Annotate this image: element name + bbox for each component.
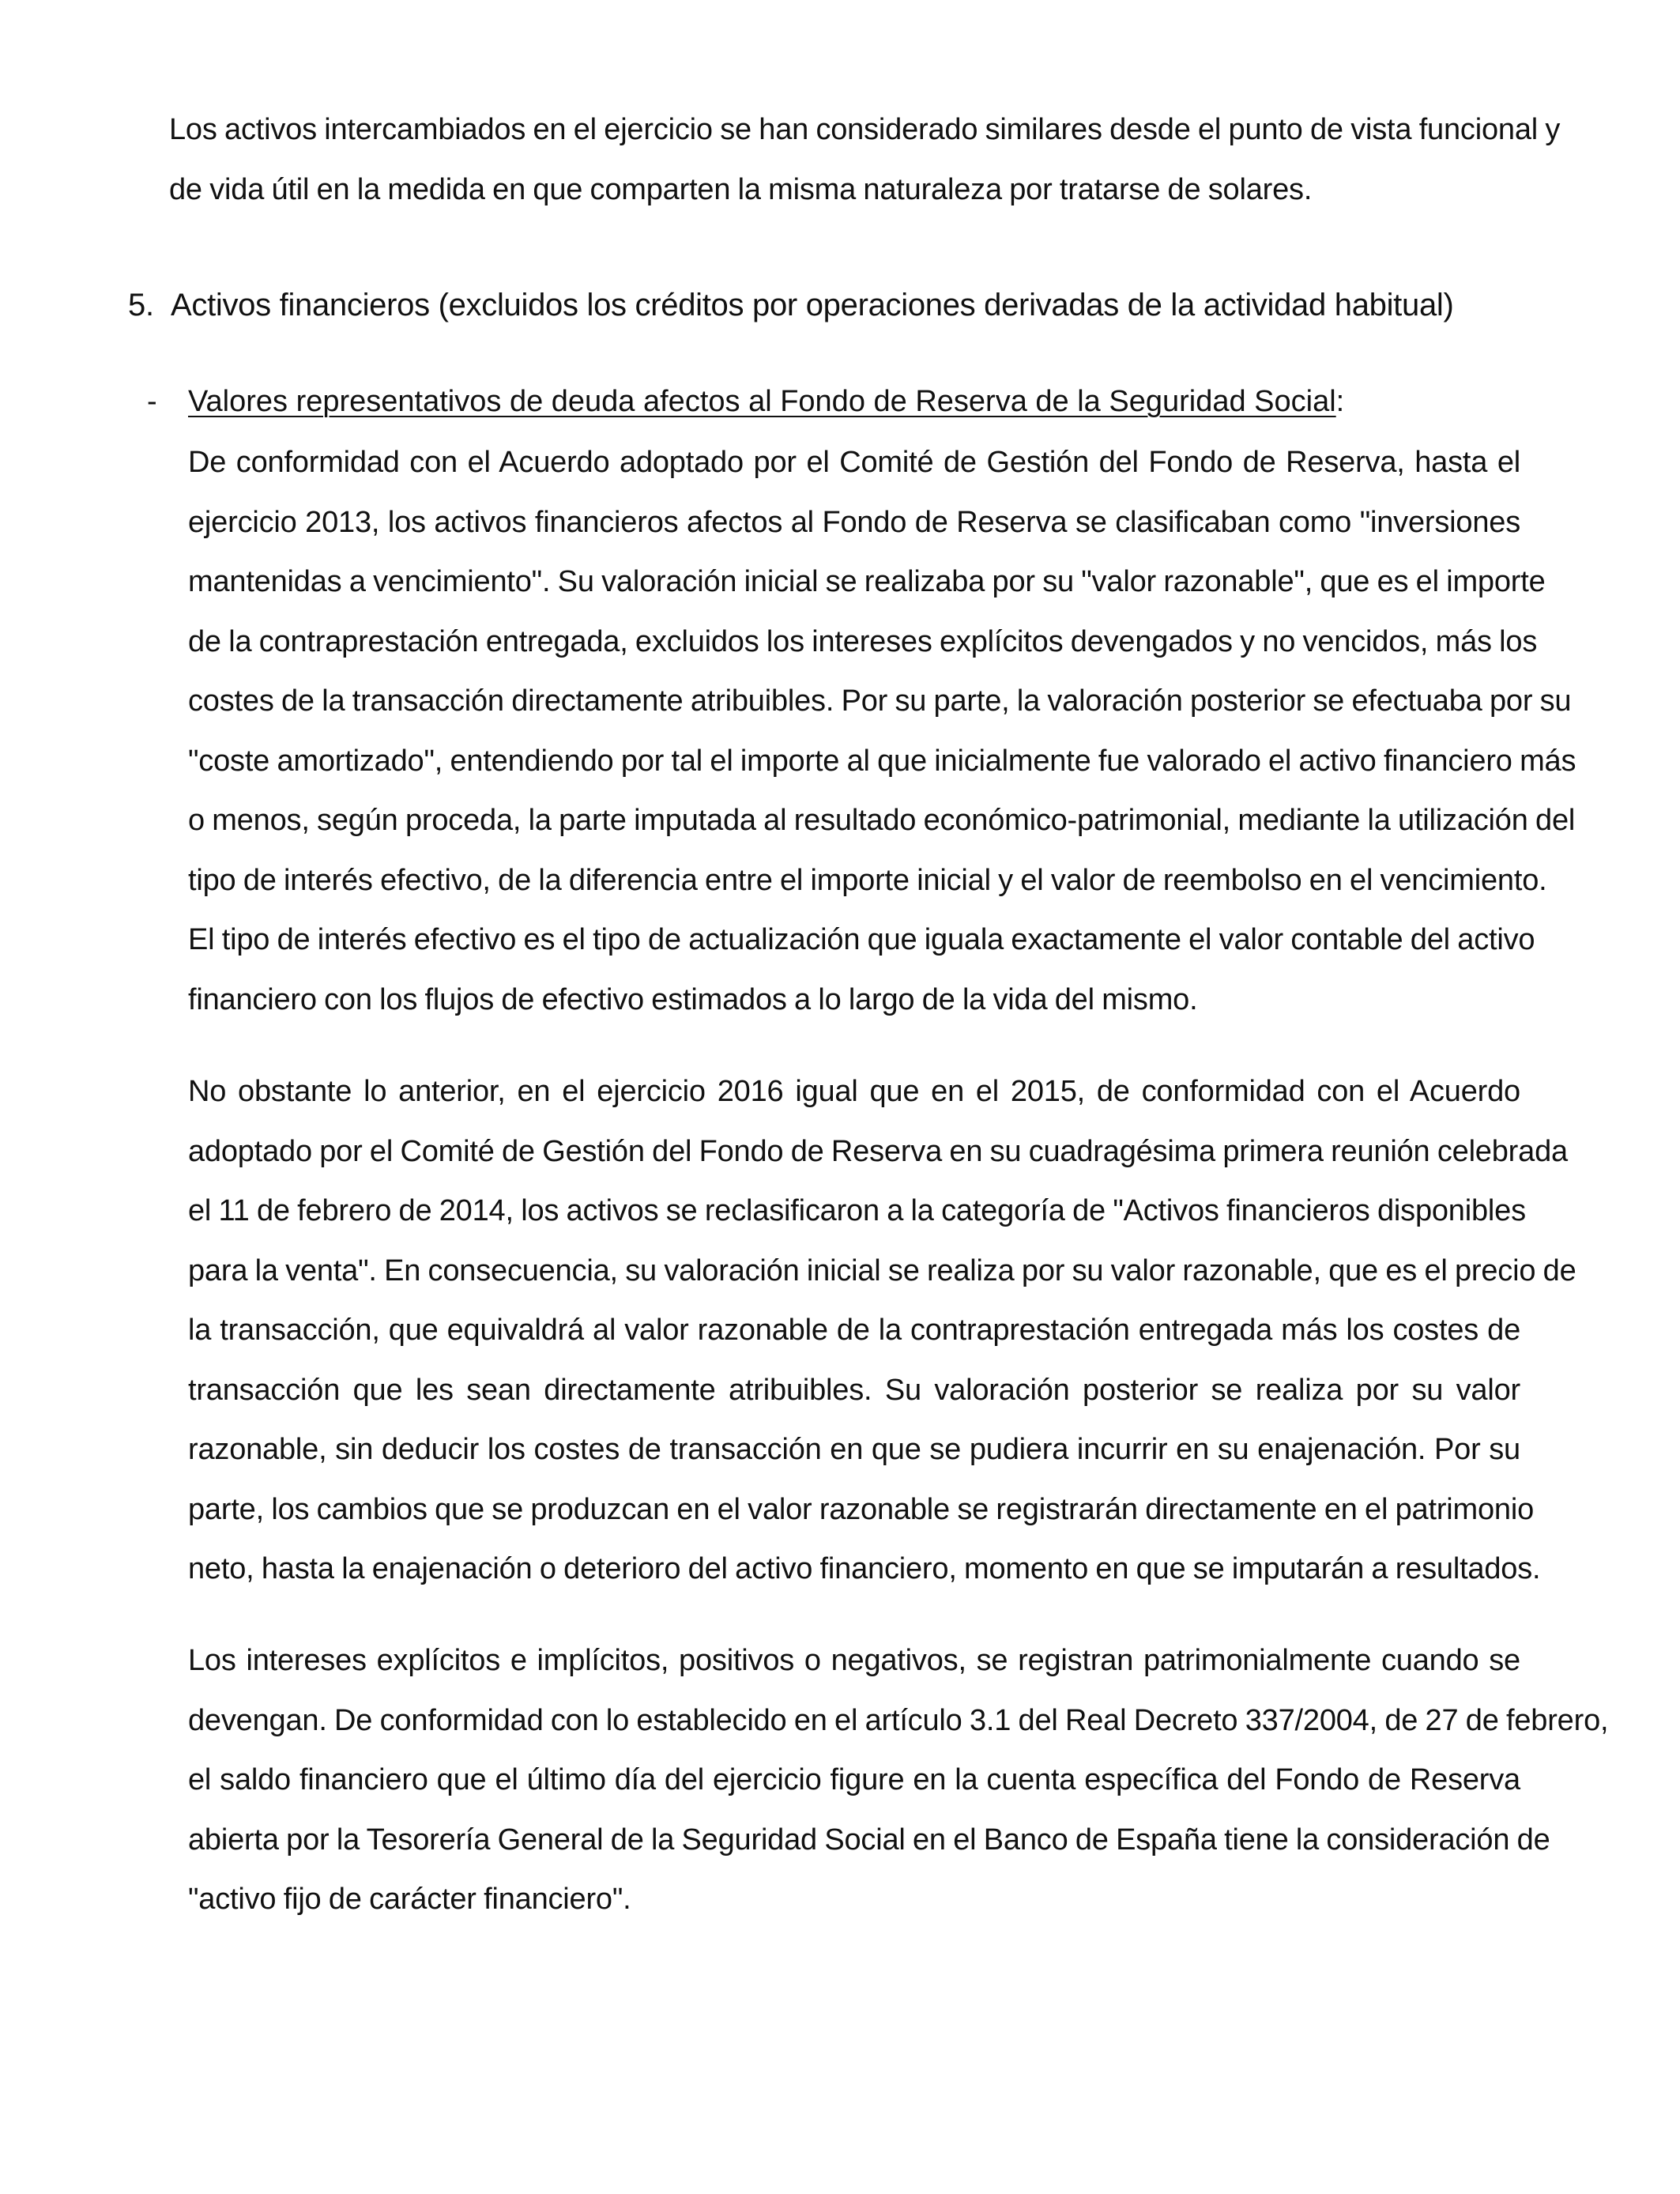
text-line: Los intereses explícitos e implícitos, positivos o negativos, se registran patrimonialmente cuando se — [188, 1644, 1520, 1677]
section-title: Activos financieros (excluidos los créditos por operaciones derivadas de la actividad habitual) — [171, 288, 1454, 322]
text-line: razonable, sin deducir los costes de transacción en que se pudiera incurrir en su enajenación. Por su — [188, 1433, 1520, 1466]
text-line: mantenidas a vencimiento". Su valoración inicial se realizaba por su "valor razonable", que es el importe — [188, 565, 1546, 598]
bullet-title: Valores representativos de deuda afectos al Fondo de Reserva de la Seguridad Social — [188, 385, 1336, 418]
text-line: el saldo financiero que el último día del ejercicio figure en la cuenta específica del Fondo de Reserva — [188, 1763, 1520, 1796]
text-line: el 11 de febrero de 2014, los activos se reclasificaron a la categoría de "Activos financieros disponibles — [188, 1194, 1526, 1227]
paragraph-3 — [188, 1631, 1609, 1930]
text-line: costes de la transacción directamente atribuibles. Por su parte, la valoración posterior se efectuaba por su — [188, 684, 1572, 718]
text-line: El tipo de interés efectivo es el tipo de actualización que iguala exactamente el valor contable del activo — [188, 923, 1535, 956]
text-line: ejercicio 2013, los activos financieros afectos al Fondo de Reserva se clasificaban como "inversiones — [188, 505, 1520, 539]
text-line: Los activos intercambiados en el ejercicio se han considerado similares desde el punto de vista funcional y — [169, 113, 1561, 146]
paragraph-2 — [188, 1062, 1576, 1600]
intro-paragraph — [169, 100, 1561, 220]
paragraph-1 — [188, 433, 1576, 1030]
text-line: tipo de interés efectivo, de la diferencia entre el importe inicial y el valor de reembolso en el vencimiento. — [188, 863, 1547, 897]
text-line: adoptado por el Comité de Gestión del Fondo de Reserva en su cuadragésima primera reunión celebrada — [188, 1134, 1568, 1168]
bullet-dash: - — [147, 385, 157, 418]
text-line: De conformidad con el Acuerdo adoptado por el Comité de Gestión del Fondo de Reserva, hasta el — [188, 446, 1520, 479]
text-line: la transacción, que equivaldrá al valor razonable de la contraprestación entregada más los costes de — [188, 1314, 1520, 1347]
text-line: devengan. De conformidad con lo establecido en el artículo 3.1 del Real Decreto 337/2004, de 27 de febrero, — [188, 1703, 1609, 1737]
text-line: transacción que les sean directamente atribuibles. Su valoración posterior se realiza por su valor — [188, 1373, 1520, 1407]
text-line: "activo fijo de carácter financiero". — [188, 1883, 631, 1916]
bullet-colon: : — [1335, 385, 1345, 418]
bullet-item — [147, 378, 1538, 425]
text-line: o menos, según proceda, la parte imputada al resultado económico-patrimonial, mediante la utilización del — [188, 804, 1576, 837]
text-line: "coste amortizado", entendiendo por tal el importe al que inicialmente fue valorado el activo financiero más — [188, 744, 1576, 778]
text-line: para la venta". En consecuencia, su valoración inicial se realiza por su valor razonable, que es el precio de — [188, 1253, 1576, 1287]
text-line: abierta por la Tesorería General de la Seguridad Social en el Banco de España tiene la consideración de — [188, 1823, 1550, 1857]
text-line: parte, los cambios que se produzcan en el valor razonable se registrarán directamente en el patrimonio — [188, 1492, 1535, 1526]
section-heading — [128, 281, 1535, 329]
section-number: 5. — [128, 288, 154, 322]
text-line: financiero con los flujos de efectivo estimados a lo largo de la vida del mismo. — [188, 982, 1198, 1016]
text-line: neto, hasta la enajenación o deterioro del activo financiero, momento en que se imputarán a resultados. — [188, 1552, 1541, 1585]
text-line: de vida útil en la medida en que comparten la misma naturaleza por tratarse de solares. — [169, 172, 1313, 206]
text-line: No obstante lo anterior, en el ejercicio 2016 igual que en el 2015, de conformidad con el Acuerdo — [188, 1075, 1520, 1108]
text-line: de la contraprestación entregada, excluidos los intereses explícitos devengados y no vencidos, más los — [188, 624, 1538, 658]
